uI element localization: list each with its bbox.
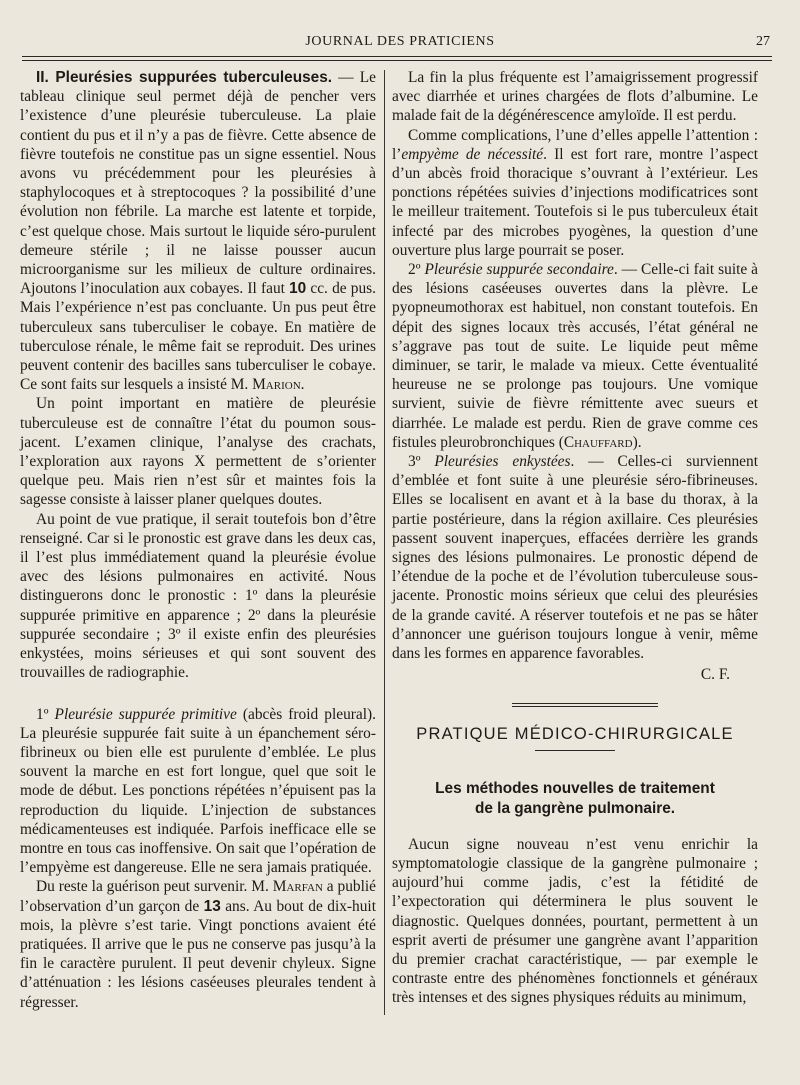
page-number: 27 xyxy=(756,34,770,49)
header-rule-thin xyxy=(22,60,772,61)
section-ornament xyxy=(392,695,758,713)
paragraph: 3º Pleurésies enkystées. — Celles-ci surviennent d’emblée et font suite à une pleurésie séro-fibrineuses. Elles se localisent en avant et à la base du thorax, à la partie postérieure, dans la région axillaire. Ces pleurésies passent souvent inaperçues, effacées derrière les grands signes des lésions pulmonaires. Le pronostic dépend de l’étendue de la poche et de l’évolution tuberculeuse sous-jacente. Pronostic moins sérieux que celui des pleurésies de la grande cavité. A réserver toutefois et ne pas se hâter d’annoncer une guérison toujours longue à venir, même dans les formes en apparence favorables. xyxy=(392,453,758,663)
rubric-rule xyxy=(535,750,615,751)
author-name: Chauffard xyxy=(563,433,633,451)
paragraph: Un point important en matière de pleurésie tuberculeuse est de connaître l’état du poumon sous-jacent. L’examen clinique, l’analyse des crachats, l’exploration aux rayons X permettent de s’orienter quelque peu. Mais rien n’est sûr et maintes fois la sagesse consiste à laisser planer quelques doutes. xyxy=(20,395,376,509)
subsection-title: Pleurésie suppurée primitive xyxy=(54,705,237,723)
column-divider xyxy=(384,70,385,1015)
article-title: Les méthodes nouvelles de traitement de la gangrène pulmonaire. xyxy=(435,779,715,817)
author-name: Marfan xyxy=(272,878,323,896)
section-heading: II. Pleurésies suppurées tuberculeuses. xyxy=(36,69,333,86)
paragraph: II. Pleurésies suppurées tuberculeuses. — Le tableau clinique seul permet déjà de pencher vers l’existence d’une pleurésie tuberculeuse. La plaie contient du pus et il n’y a pas de fièvre. Cette absence de fièvre toutefois ne constitue pas un signe essentiel. Nous avons vu précédemment pour les pleurésies à staphylocoques et à streptocoques ? la possibilité d’une évolution non fébrile. La marche est latente et torpide, c’est quelque chose. Mais surtout le liquide séro-purulent demeure stérile ; il ne laisse pousser aucun microorganisme sur les milieux de culture ordinaires. Ajoutons l’inoculation aux cobayes. Il faut 10 cc. de pus. Mais l’expérience n’est pas concluante. Un pus peut être tuberculeux sans tuberculiser le cobaye. En matière de tuberculose rénale, le même fait se reproduit. Des urines peuvent contenir des bacilles sans tuberculiser le cobaye. Ce sont faits sur lesquels a insisté M. Marion. xyxy=(20,69,376,394)
paragraph: 1º Pleurésie suppurée primitive (abcès froid pleural). La pleurésie suppurée fait suite à un épanchement séro-fibrineux ou bien elle est purulente d’emblée. Le plus souvent la marche en est fort longue, quel que soit le mode de début. Les ponctions répétées n’épuisent pas la reproduction du liquide. L’injection de substances médicamenteuses est indiquée. Parfois inefficace elle se montre en tous cas inoffensive. On sait que l’opération de l’empyème est dangereuse. Elle ne sera jamais pratiquée. xyxy=(20,705,376,877)
author-signature: C. F. xyxy=(700,666,730,684)
paragraph: Aucun signe nouveau n’est venu enrichir la symptomatologie classique de la gangrène pulmonaire ; aujourd’hui comme jadis, c’est la fétidité de l’expectoration qui déterminera le plus souvent le diagnostic. Quelques données, pourtant, permettent à un esprit averti de présumer une gangrène avant l’apparition du premier crachat caractéristique, — par exemple le contraste entre des phénomènes fonctionnels et généraux très intenses et des signes physiques réduits au minimum, xyxy=(392,835,758,1007)
subsection-title: Pleurésies enkystées xyxy=(434,453,571,471)
paragraph: Comme complications, l’une d’elles appelle l’attention : l’empyème de nécessité. Il est fort rare, montre l’aspect d’un abcès froid thoracique s’ouvrant à l’extérieur. Les ponctions répétées suivies d’injections modificatrices sont le meilleur traitement. Toutefois si le pus tuberculeux était infecté par des microbes pyogènes, la question d’une ouverture plus large pourrait se poser. xyxy=(392,126,758,259)
paragraph: Du reste la guérison peut survenir. M. Marfan a publié l’observation d’un garçon de 13 ans. Au bout de dix-huit mois, la plèvre s’est tarie. Vingt ponctions avaient été pratiquées. Il arrive que le pus ne conserve pas jusqu’à la fin le caractère purulent. Il peut devenir chyleux. Signe d’atténuation : les lésions caséeuses pleurales tendent à régresser. xyxy=(20,878,376,1011)
journal-title: JOURNAL DES PRATICIENS xyxy=(305,34,495,49)
right-column xyxy=(392,68,758,1008)
paragraph: La fin la plus fréquente est l’amaigrissement progressif avec diarrhée et urines chargées de flots d’albumine. Le malade fait de la dégénérescence amyloïde. Il est perdu. xyxy=(392,69,758,125)
header-rule xyxy=(22,56,772,57)
left-column xyxy=(20,68,376,1012)
rubric-heading: PRATIQUE MÉDICO-CHIRURGICALE xyxy=(416,724,734,743)
author-name: Marion xyxy=(252,376,301,394)
paragraph: 2º Pleurésie suppurée secondaire. — Celle-ci fait suite à des lésions caséeuses ouvertes dans la plèvre. Le pyopneumothorax est habituel, non constant toutefois. En dépit des signes locaux très accusés, l’état général ne s’aggrave pas tout de suite. Le liquide peut même diminuer, se tarir, le malade va mieux. Cette éventualité heureuse ne se prolonge pas toujours. Une vomique survient, suivie de fièvre rémittente avec sueurs et diarrhée. Le malade est perdu. Rien de grave comme ces fistules pleurobronchiques (Chauffard). xyxy=(392,261,758,451)
running-header xyxy=(20,34,780,56)
subsection-title: Pleurésie suppurée secondaire xyxy=(424,261,614,279)
paragraph: Au point de vue pratique, il serait toutefois bon d’être renseigné. Car si le pronostic est grave dans les deux cas, il l’est plus immédiatement quand la pleurésie évolue avec des lésions pulmonaires en activité. Nous distinguerons donc le pronostic : 1º dans la pleurésie suppurée primitive en apparence ; 2º dans la pleurésie suppurée secondaire ; 3º il existe enfin des pleurésies enkystées, moins sérieuses et qui sont souvent des trouvailles de radiographie. xyxy=(20,510,376,682)
